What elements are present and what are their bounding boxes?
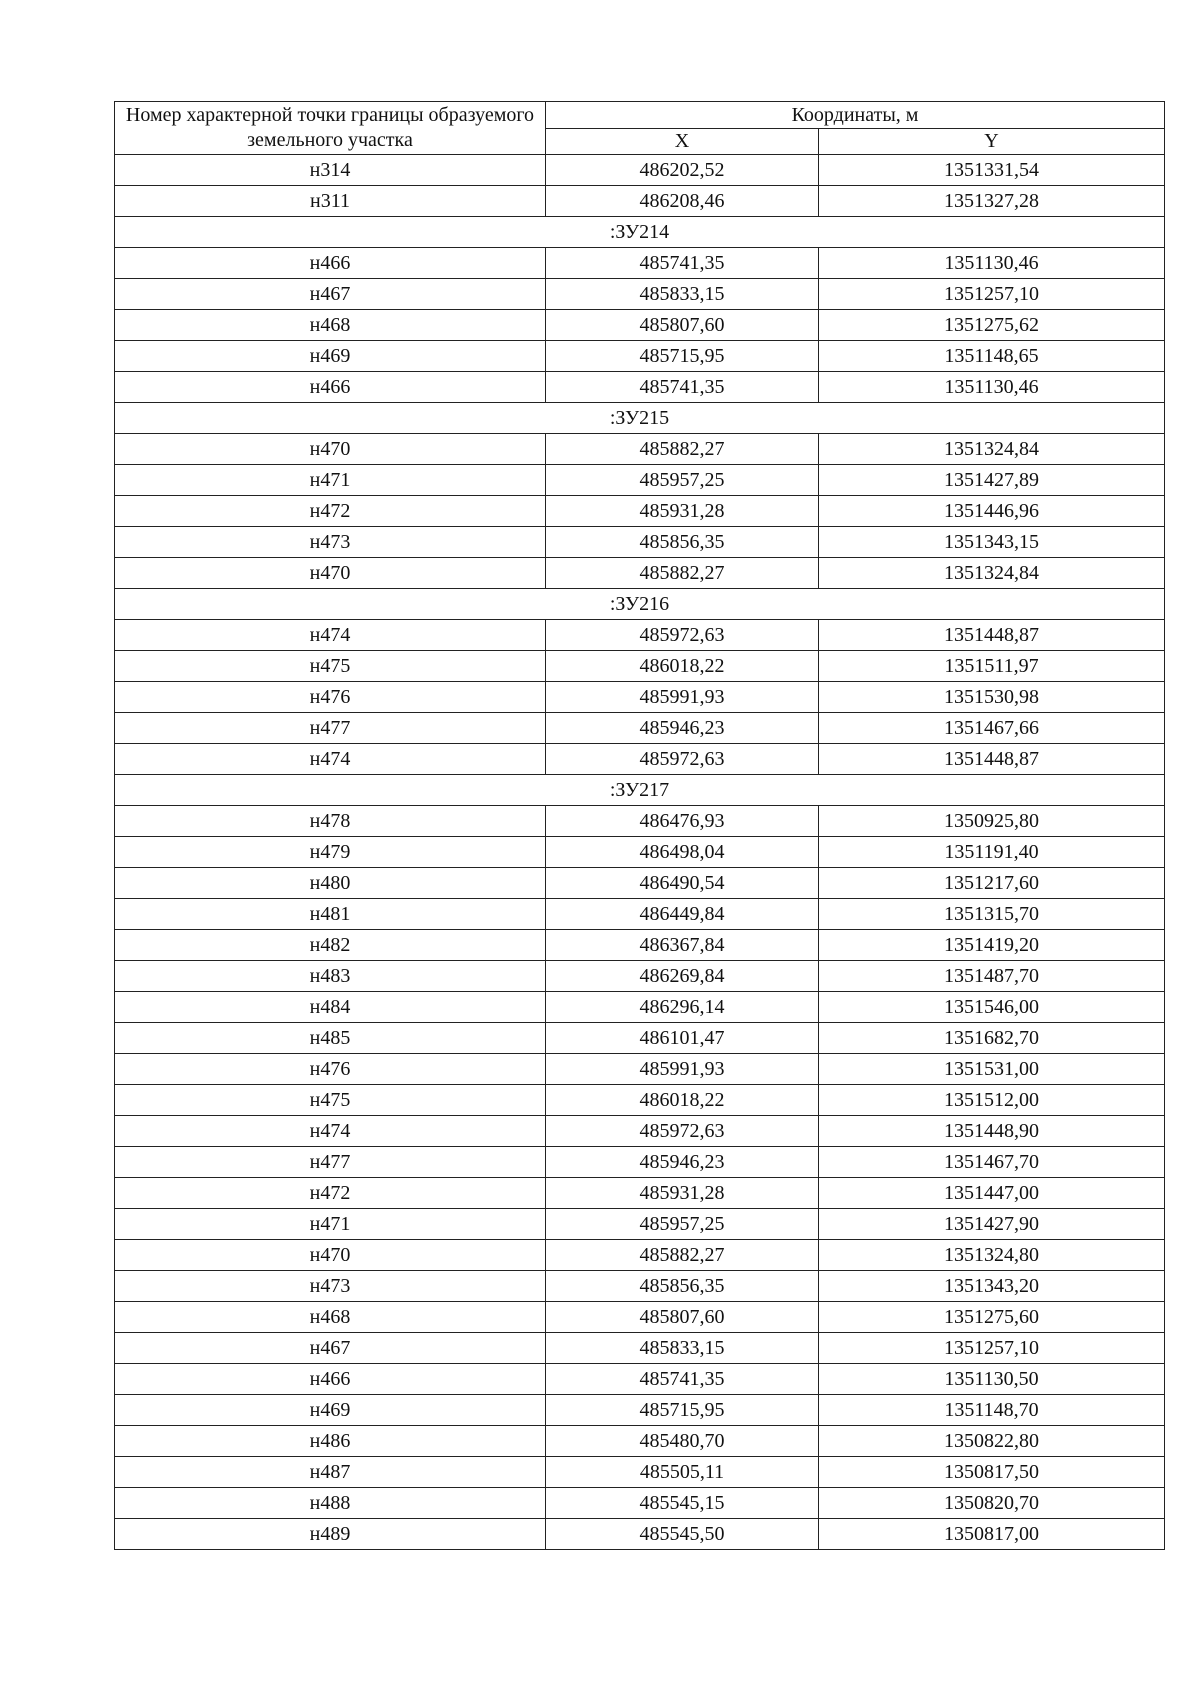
point-id-cell: н474 [115,1116,546,1147]
y-coordinate-cell: 1351315,70 [819,899,1165,930]
y-coordinate-cell: 1351130,50 [819,1364,1165,1395]
table-row [115,1457,1165,1488]
point-id-cell: н469 [115,1395,546,1426]
table-row [115,1302,1165,1333]
x-coordinate-cell: 485741,35 [546,372,819,403]
coordinates-header: Координаты, м [546,102,1165,129]
point-id-cell: н482 [115,930,546,961]
point-id-cell: н471 [115,1209,546,1240]
x-coordinate-cell: 485957,25 [546,1209,819,1240]
x-coordinate-cell: 485946,23 [546,1147,819,1178]
point-id-cell: н471 [115,465,546,496]
table-row [115,899,1165,930]
coordinates-table [114,101,1165,1550]
x-coordinate-cell: 485931,28 [546,1178,819,1209]
point-id-cell: н475 [115,1085,546,1116]
table-row [115,155,1165,186]
y-coordinate-cell: 1351467,66 [819,713,1165,744]
table-row [115,248,1165,279]
table-row [115,1178,1165,1209]
y-coordinate-cell: 1351511,97 [819,651,1165,682]
point-id-cell: н477 [115,713,546,744]
table-row [115,341,1165,372]
table-row [115,310,1165,341]
y-coordinate-cell: 1351427,90 [819,1209,1165,1240]
y-coordinate-cell: 1351275,60 [819,1302,1165,1333]
table-row [115,1147,1165,1178]
table-row [115,1333,1165,1364]
x-coordinate-cell: 486202,52 [546,155,819,186]
y-coordinate-cell: 1351467,70 [819,1147,1165,1178]
section-row [115,217,1165,248]
table-row [115,1395,1165,1426]
y-coordinate-cell: 1351343,20 [819,1271,1165,1302]
section-row [115,403,1165,434]
table-row [115,186,1165,217]
x-coordinate-cell: 486101,47 [546,1023,819,1054]
y-coordinate-cell: 1351419,20 [819,930,1165,961]
x-coordinate-cell: 485882,27 [546,434,819,465]
section-label: :ЗУ216 [115,589,1165,620]
point-id-cell: н486 [115,1426,546,1457]
point-id-cell: н489 [115,1519,546,1550]
y-coordinate-cell: 1351446,96 [819,496,1165,527]
x-coordinate-cell: 485715,95 [546,1395,819,1426]
x-coordinate-cell: 485833,15 [546,279,819,310]
point-id-cell: н483 [115,961,546,992]
point-id-cell: н470 [115,434,546,465]
x-coordinate-cell: 486018,22 [546,1085,819,1116]
point-id-cell: н468 [115,310,546,341]
point-id-cell: н467 [115,1333,546,1364]
point-id-cell: н470 [115,1240,546,1271]
point-id-cell: н468 [115,1302,546,1333]
y-coordinate-cell: 1351512,00 [819,1085,1165,1116]
x-coordinate-cell: 485946,23 [546,713,819,744]
x-coordinate-cell: 485833,15 [546,1333,819,1364]
x-coordinate-cell: 486449,84 [546,899,819,930]
point-id-cell: н488 [115,1488,546,1519]
table-row [115,558,1165,589]
x-coordinate-cell: 485972,63 [546,1116,819,1147]
y-coordinate-cell: 1351427,89 [819,465,1165,496]
y-coordinate-cell: 1350817,00 [819,1519,1165,1550]
x-coordinate-cell: 485741,35 [546,248,819,279]
table-row [115,434,1165,465]
y-coordinate-cell: 1351331,54 [819,155,1165,186]
y-coordinate-cell: 1351324,84 [819,558,1165,589]
table-row [115,1209,1165,1240]
point-id-cell: н473 [115,527,546,558]
x-coordinate-cell: 485882,27 [546,558,819,589]
table-row [115,527,1165,558]
y-coordinate-cell: 1351343,15 [819,527,1165,558]
y-coordinate-cell: 1351447,00 [819,1178,1165,1209]
point-id-cell: н476 [115,682,546,713]
point-id-cell: н479 [115,837,546,868]
x-coordinate-cell: 486367,84 [546,930,819,961]
y-coordinate-cell: 1351191,40 [819,837,1165,868]
table-row [115,1364,1165,1395]
point-id-cell: н311 [115,186,546,217]
y-coordinate-cell: 1351487,70 [819,961,1165,992]
y-coordinate-cell: 1351327,28 [819,186,1165,217]
y-coordinate-cell: 1351257,10 [819,279,1165,310]
section-label: :ЗУ217 [115,775,1165,806]
x-column-header: X [546,128,819,155]
point-id-cell: н466 [115,1364,546,1395]
x-coordinate-cell: 486476,93 [546,806,819,837]
table-row [115,806,1165,837]
table-row [115,1085,1165,1116]
x-coordinate-cell: 485545,15 [546,1488,819,1519]
section-row [115,589,1165,620]
y-coordinate-cell: 1350925,80 [819,806,1165,837]
table-row [115,1054,1165,1085]
y-coordinate-cell: 1351130,46 [819,248,1165,279]
table-body [115,155,1165,1550]
y-coordinate-cell: 1351682,70 [819,1023,1165,1054]
table-row [115,372,1165,403]
point-number-header: Номер характерной точки границы образуемого земельного участка [115,102,546,155]
point-id-cell: н314 [115,155,546,186]
x-coordinate-cell: 485505,11 [546,1457,819,1488]
section-label: :ЗУ214 [115,217,1165,248]
x-coordinate-cell: 485931,28 [546,496,819,527]
x-coordinate-cell: 485972,63 [546,744,819,775]
point-id-cell: н467 [115,279,546,310]
table-row [115,682,1165,713]
x-coordinate-cell: 485480,70 [546,1426,819,1457]
table-row [115,1116,1165,1147]
table-row [115,992,1165,1023]
table-row [115,1488,1165,1519]
point-id-cell: н476 [115,1054,546,1085]
y-coordinate-cell: 1351130,46 [819,372,1165,403]
point-id-cell: н485 [115,1023,546,1054]
point-id-cell: н474 [115,620,546,651]
x-coordinate-cell: 485715,95 [546,341,819,372]
point-id-cell: н466 [115,248,546,279]
x-coordinate-cell: 485807,60 [546,1302,819,1333]
document-page [114,101,1164,1550]
x-coordinate-cell: 485991,93 [546,1054,819,1085]
section-row [115,775,1165,806]
section-label: :ЗУ215 [115,403,1165,434]
y-coordinate-cell: 1351530,98 [819,682,1165,713]
table-row [115,713,1165,744]
x-coordinate-cell: 485807,60 [546,310,819,341]
table-row [115,744,1165,775]
table-row [115,1023,1165,1054]
x-coordinate-cell: 486498,04 [546,837,819,868]
x-coordinate-cell: 485856,35 [546,1271,819,1302]
y-coordinate-cell: 1351448,90 [819,1116,1165,1147]
y-coordinate-cell: 1351275,62 [819,310,1165,341]
table-row [115,1519,1165,1550]
table-row [115,496,1165,527]
point-id-cell: н480 [115,868,546,899]
point-id-cell: н478 [115,806,546,837]
point-id-cell: н487 [115,1457,546,1488]
table-row [115,1426,1165,1457]
table-row [115,279,1165,310]
point-id-cell: н477 [115,1147,546,1178]
x-coordinate-cell: 486296,14 [546,992,819,1023]
y-coordinate-cell: 1351531,00 [819,1054,1165,1085]
y-column-header: Y [819,128,1165,155]
point-id-cell: н481 [115,899,546,930]
point-id-cell: н473 [115,1271,546,1302]
table-row [115,651,1165,682]
y-coordinate-cell: 1350817,50 [819,1457,1165,1488]
point-id-cell: н472 [115,496,546,527]
x-coordinate-cell: 485882,27 [546,1240,819,1271]
table-row [115,1271,1165,1302]
point-id-cell: н475 [115,651,546,682]
x-coordinate-cell: 486490,54 [546,868,819,899]
x-coordinate-cell: 486208,46 [546,186,819,217]
point-id-cell: н484 [115,992,546,1023]
x-coordinate-cell: 485545,50 [546,1519,819,1550]
y-coordinate-cell: 1351148,70 [819,1395,1165,1426]
table-row [115,620,1165,651]
y-coordinate-cell: 1350820,70 [819,1488,1165,1519]
y-coordinate-cell: 1351257,10 [819,1333,1165,1364]
table-row [115,837,1165,868]
table-row [115,868,1165,899]
x-coordinate-cell: 485957,25 [546,465,819,496]
y-coordinate-cell: 1351148,65 [819,341,1165,372]
x-coordinate-cell: 485991,93 [546,682,819,713]
y-coordinate-cell: 1351546,00 [819,992,1165,1023]
point-id-cell: н469 [115,341,546,372]
point-id-cell: н472 [115,1178,546,1209]
x-coordinate-cell: 485972,63 [546,620,819,651]
table-row [115,961,1165,992]
x-coordinate-cell: 486018,22 [546,651,819,682]
x-coordinate-cell: 485856,35 [546,527,819,558]
point-id-cell: н466 [115,372,546,403]
point-id-cell: н470 [115,558,546,589]
y-coordinate-cell: 1351324,84 [819,434,1165,465]
table-row [115,930,1165,961]
y-coordinate-cell: 1351448,87 [819,620,1165,651]
x-coordinate-cell: 485741,35 [546,1364,819,1395]
y-coordinate-cell: 1351217,60 [819,868,1165,899]
table-row [115,1240,1165,1271]
table-header [115,102,1165,155]
y-coordinate-cell: 1351448,87 [819,744,1165,775]
y-coordinate-cell: 1351324,80 [819,1240,1165,1271]
y-coordinate-cell: 1350822,80 [819,1426,1165,1457]
x-coordinate-cell: 486269,84 [546,961,819,992]
table-row [115,465,1165,496]
point-id-cell: н474 [115,744,546,775]
